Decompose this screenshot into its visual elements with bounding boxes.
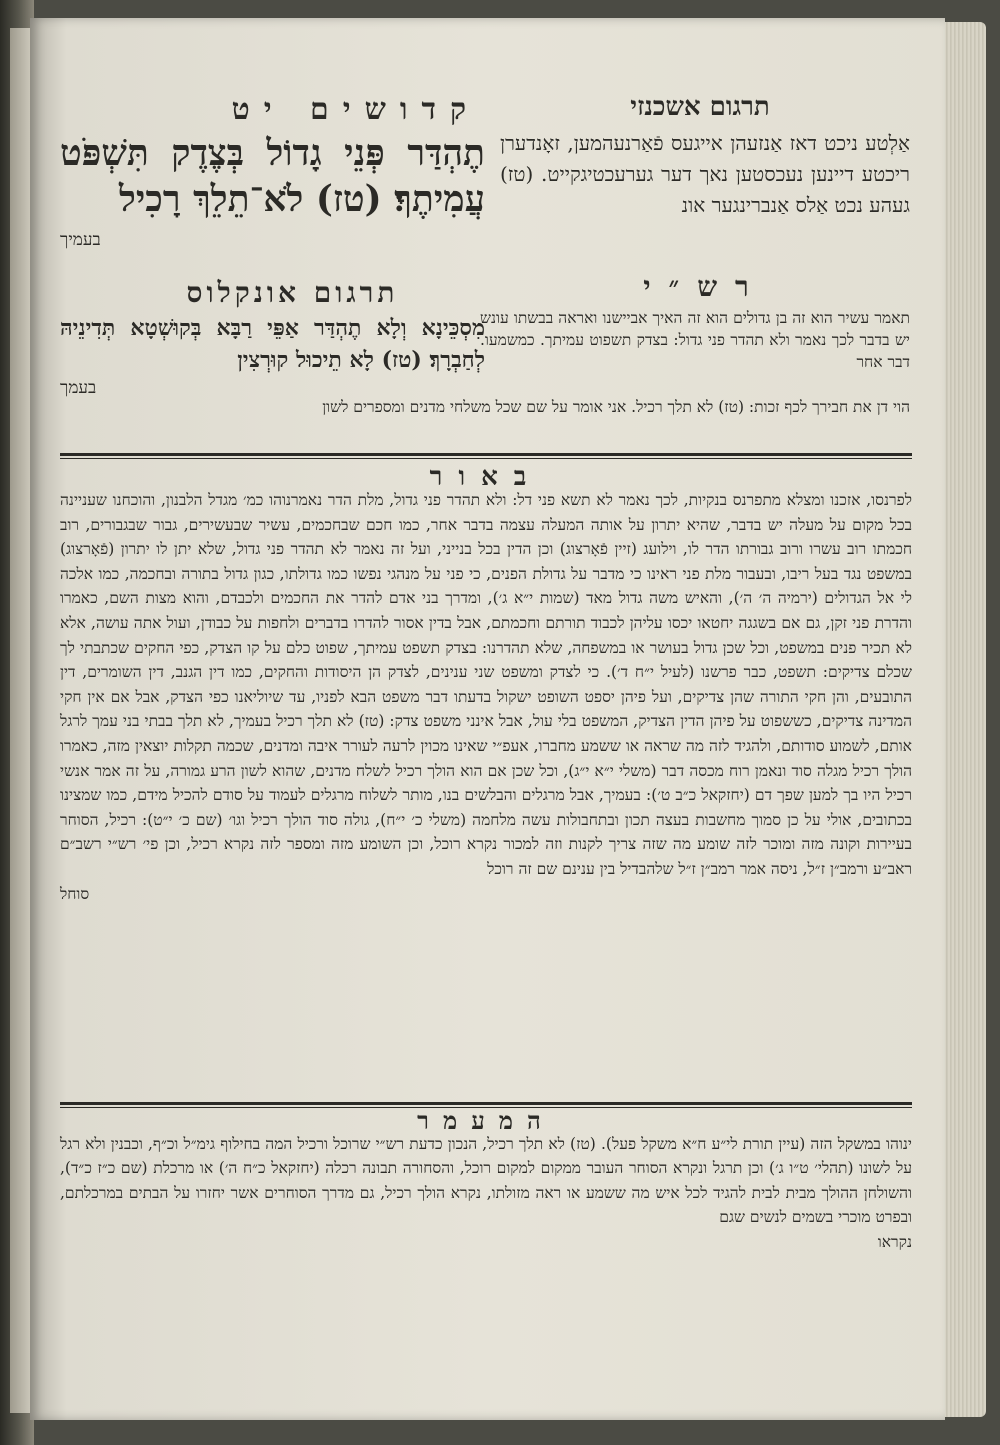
onkelos-catchword: בעמך (60, 378, 97, 398)
hameasef-catchword: נקראו (877, 1232, 912, 1251)
verse-catchword: בעמיך (60, 230, 101, 250)
targum-ashkenazi-text: אַלְטע ניכט דאז אַנזעהן אייגעס פֿאַרנעהמען, זאָנדערן ריכטע דיינען נעכסטען נאך דער גערעכטיגקייט. (טז) געהע נכט אַלס אַנברינגער אונ (500, 131, 910, 217)
rashi-text-continued: הוי דן את חבירך לכף זכות: (טז) לא תלך רכיל. אני אומר על שם שכל משלחי מדנים ומספרים לשון (322, 398, 910, 416)
onkelos-text: מִסְכֵּינָא וְלָא תֶהְדַּר אַפֵּי רַבָּא בְּקוּשְׁטָא תְּדִינֵיהּ לְחַבְרָךְ׃ (טז) לָא תֵיכוּל קוּרְצִין (60, 315, 485, 373)
biur-text (60, 488, 912, 906)
biur-catchword: סוחל (60, 884, 90, 903)
hameasef-text (60, 1132, 912, 1254)
verse-text: תֶהְדַּר פְּנֵי גָדוֹל בְּצֶדֶק תִּשְׁפֹּט עֲמִיתֶךָ׃ (טז) לֹא־תֵלֵךְ רָכִיל (60, 132, 485, 220)
section-divider-top-thin (60, 458, 912, 459)
rashi-heading: רש״י (643, 270, 767, 303)
biur-heading: באור (429, 462, 543, 492)
targum-ashkenazi-heading: תרגום אשכנזי (630, 92, 770, 122)
onkelos-heading: תרגום אונקלוס (186, 276, 399, 309)
section-divider-bottom (60, 1102, 912, 1105)
hameasef-body: ינוהו במשקל הזה (עיין תורת לי״ע ח״א משקל פעל). (טז) לא תלך רכיל, הנכון כדעת רש״י שרוכל ורכיל המה בחילוף גימ״ל וכ״ף, וכבנין ולא רגל על לשונו (תהלי׳ ט״ו ג׳) וכן תרגל ונקרא הסוחר העובר ממקום למקום רוכל, והסחורה תבונה רכלה (יחזקאל כ״ח ה׳) או מרכלת (שם כ״ז כ״ד), והשולחן ההולך מבית לבית להגיד לכל איש מה ששמע או ראה מזולתו, נקרא הולך רכיל, גם מדרך הסוחרים אשר יחזרו על הבתים במרכלתם, ובפרט מוכרי בשמים לנשים שגם (60, 1135, 912, 1227)
running-header-parasha: קדושים יט (231, 92, 480, 127)
section-divider-top (60, 453, 912, 456)
biur-body: לפרנסו, אזכנו ומצלא מתפרנס בנקיות, לכך נאמר לא תשא פני דל: ולא תהדר פני גדול, מלת הדר נאמרנוהו כמ׳ מגדל הלבנון, והוכחנו שעניינה בכל מקום על מעלה יש בדבר, שהיא יתרון על אותה המעלה עצמה בדבר אחר, כמו חכם שבחכמים, עשיר שבעשירים, גבור שבגבורים, רוב חכמתו רוב עשרו ורוב גבורתו הדר לו, וילועג (זיין פֿאָרצוג) וכן הדין בכל בנייני, ועל זה נאמר לא תהדר פני גדול, שלא יתן לו יתרון (פֿאָרצוג) במשפט נגד בעל ריבו, ובעבור מלת פני ראינו כי מדבר על גדולת הפנים, כי פני על מנהגי נפשו כמו גדולתו, כגון גדול בתורה ובחכמה, כמו אלכה לי אל הגדולים (ירמיה ה׳ ה׳), והאיש משה גדול מאד (שמות י״א ג׳), ומדרך בני אדם להדר את החכמים ולכבדם, והוא מצות השם, כאמרו והדרת פני זקן, גם אם בשגגה יחטאו יכסו עליהן לכבוד תורתם וחכמתם, אבל בדין אסור להדרו בדברים ולחפות על כבודן, ועול אתה עושה, אלא לא תכיר פנים במשפט, וכל שכן גדול בעושר או במשפחה, שלא תהדרנו: בצדק תשפט עמיתך, שפוט כלם על קו הצדק, כפי החקים שכתבתי לך שכלם צדיקים: תשפט, כבר פרשנו (לעיל י״ח ד׳). כי לצדק ומשפט שני ענינים, לצדק הן היסודות והחקים, כמו דין הגנב, דין השומרים, דין התובעים, והן חקי התורה שהן צדיקים, ועל פיהן יספט השופט ישקול בדעתו דבר משפט הבא לפניו, עד שיוליאנו כפי הצדק, אבל אם אין חקי המדינה צדיקים, כששפוט על פיהן הדין הצדיק, המשפט בלי עול, אבל אינני משפט צדק: (טז) לא תלך רכיל בעמיך, לא תלך בבתי בני עמך לרגל אותם, לשמוע סודותם, ולהגיד לזה מה שראה או ששמע מחברו, אעפ״י שאינו מכוין לרעה לעורר איבה ומדנים, שכמה תקלות יוצאין מזה, כאמרו הולך רכיל מגלה סוד ונאמן רוח מכסה דבר (משלי י״א י״ג), וכל שכן אם הוא הולך רכיל לשלח מדנים, שהוא לשון הרע גמורה, על זה אמר אנשי רכיל היו בך למען שפך דם (יחזקאל כ״ב ט׳): בעמיך, אבל מרגלים והבלשים בנו, מותר לשלוח מרגלים לעמוד על סודם להכיל מידם, כמו שמצינו בכתובים, אולי על כן סמוך מחשבות בעצה תכון ובתחבולות עשה מלחמה (משלי כ׳ י״ח), גולה סוד הולך רכיל וגו׳ (שם כ׳ י״ט): רכיל, הסוחר בעיירות וקונה מזה ומוכר לזה שומע מה שזה צריך לקנות וזה למכור נקרא רוכל, וכן השומע מזה ומספר לזה נקרא רכיל, וכן פי׳ רש״י רשב״ם ראב״ע ורמב״ן ז״ל, ניסה אמר רמב״ן ז״ל שלהבדיל בין ענינם שם זה רוכל (60, 491, 912, 878)
hameasef-heading: המעמר (417, 1106, 555, 1135)
rashi-text: תאמר עשיר הוא זה בן גדולים הוא זה האיך אביישנו ואראה בבשתו עונש יש בדבר לכך נאמר ולא תהדר פני גדול: בצדק תשפוט עמיתך. כמשמעו. דבר אחר (480, 309, 910, 371)
